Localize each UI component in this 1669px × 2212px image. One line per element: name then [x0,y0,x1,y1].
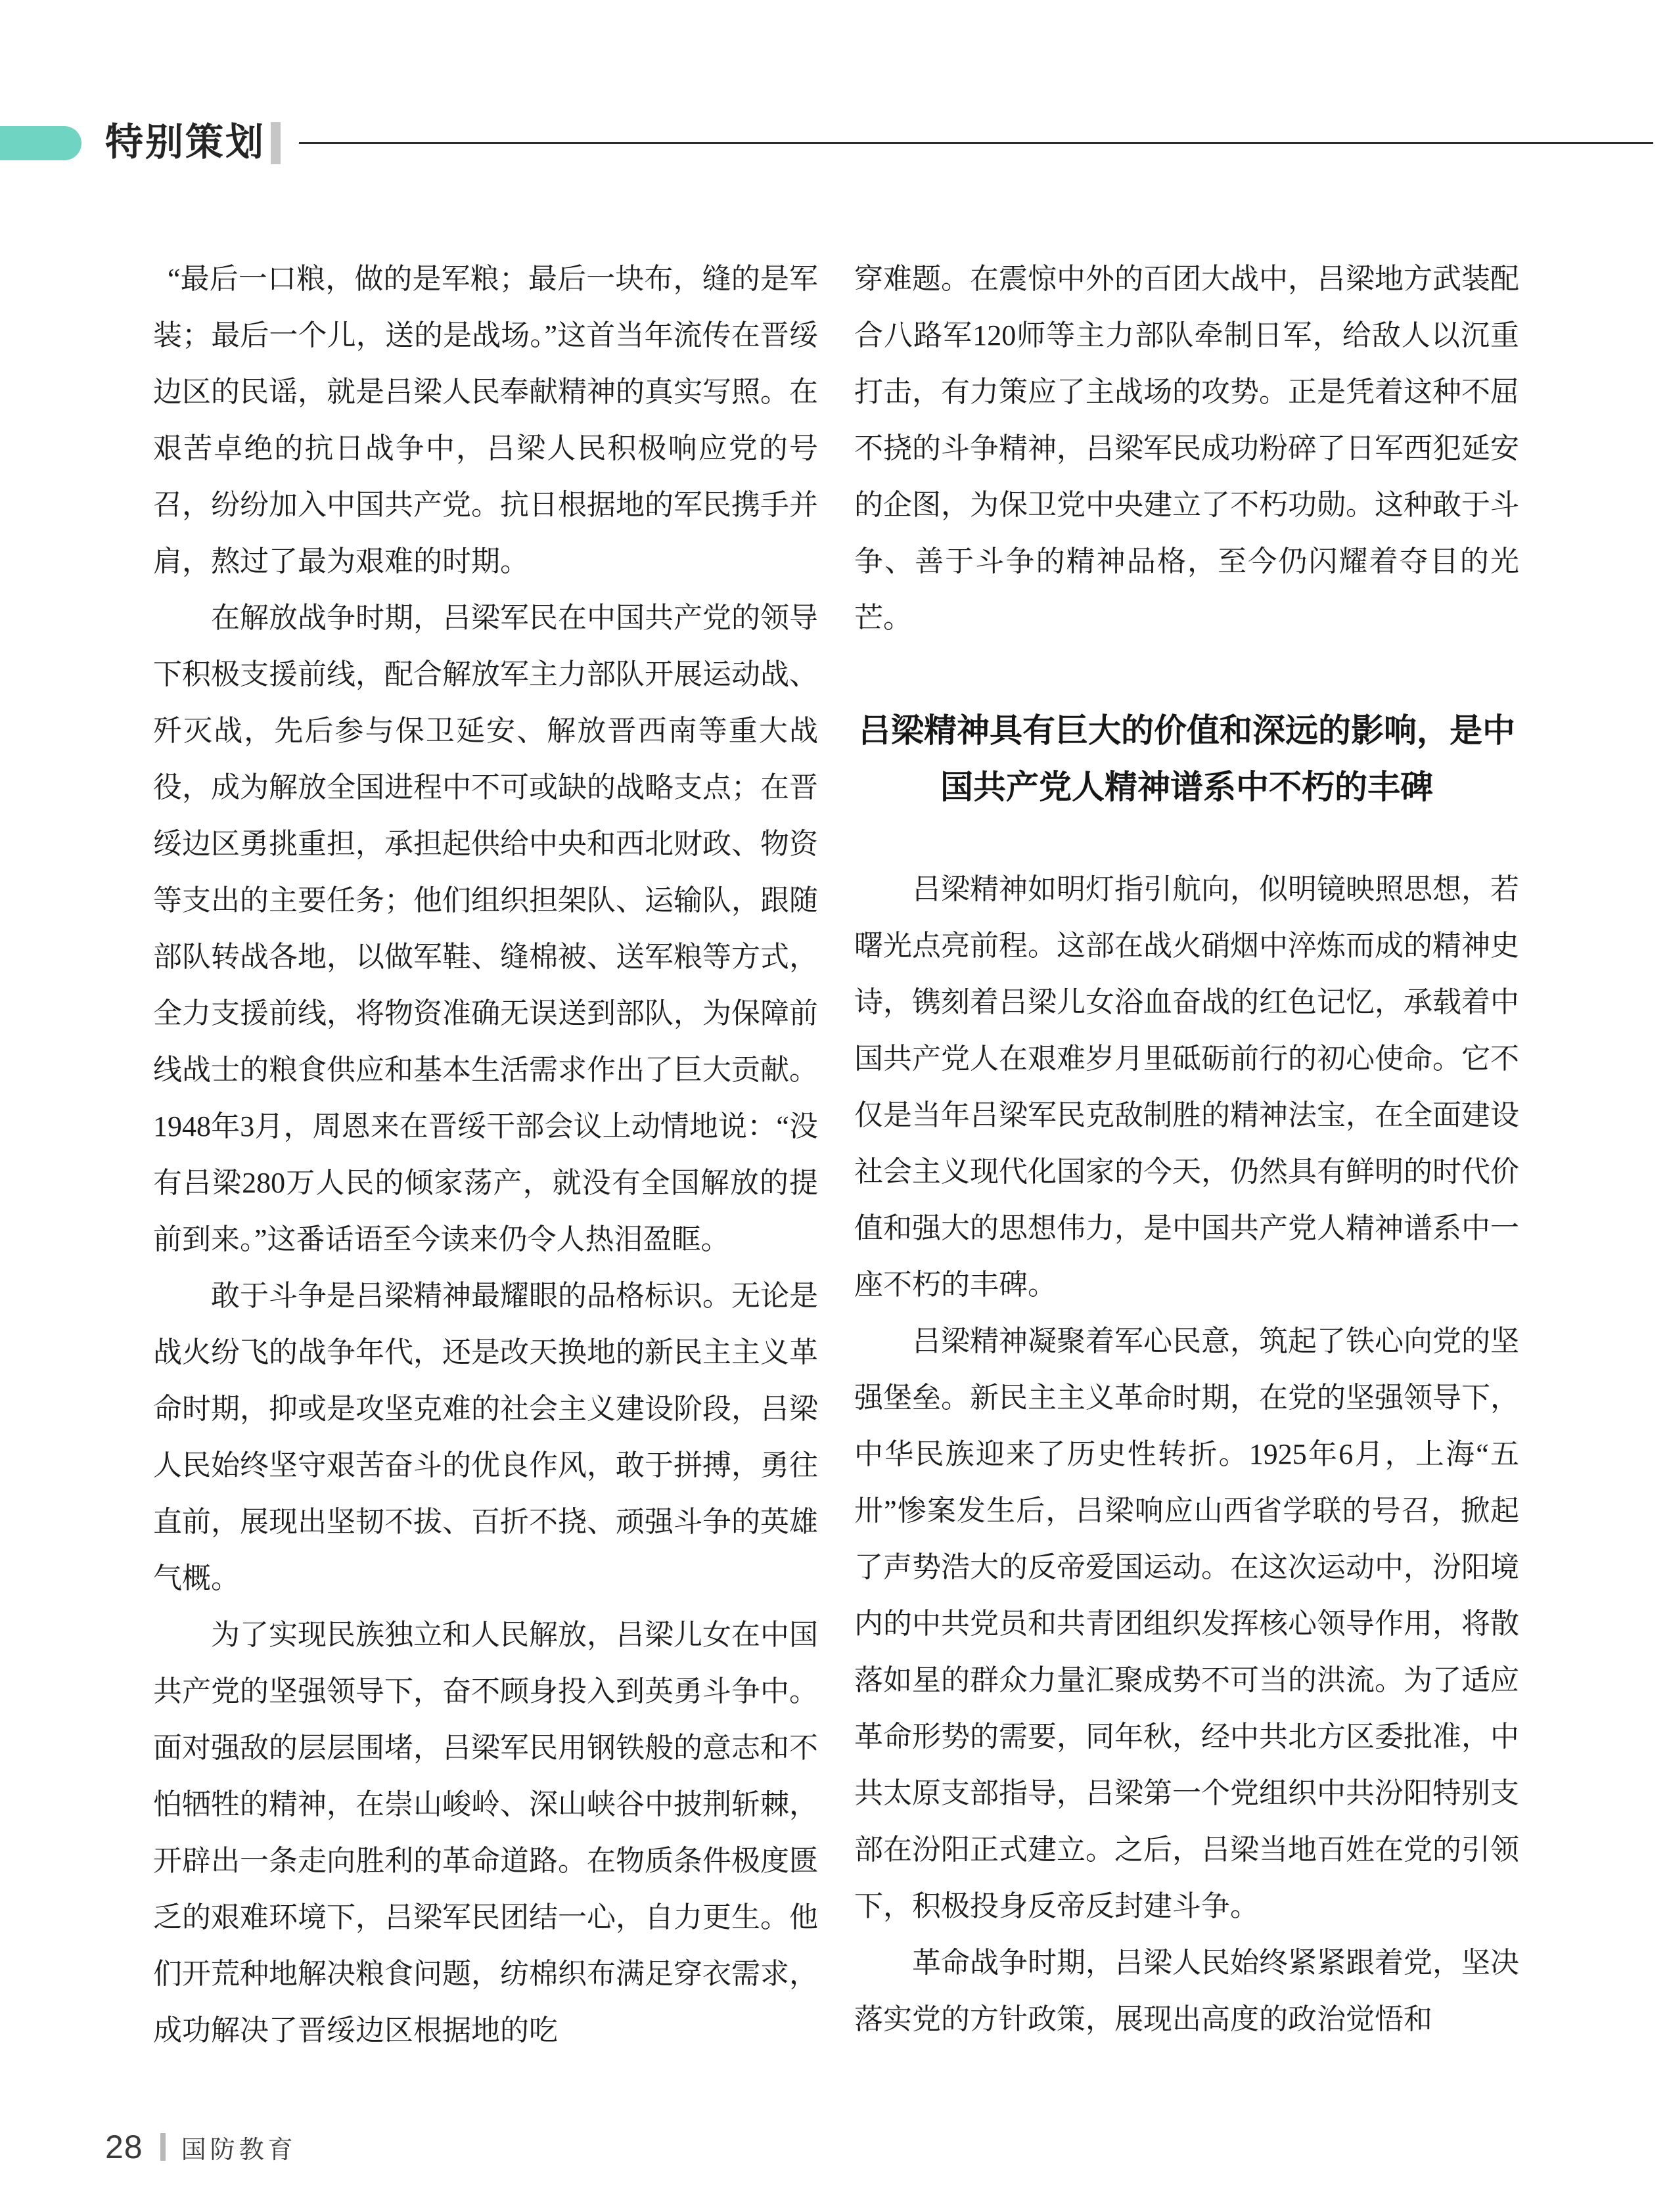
footer-divider-bar [160,2133,166,2161]
page-number: 28 [105,2129,143,2165]
section-heading: 吕梁精神具有巨大的价值和深远的影响，是中国共产党人精神谱系中不朽的丰碑 [858,712,1515,805]
body-paragraph: 在解放战争时期，吕梁军民在中国共产党的领导下积极支援前线，配合解放军主力部队开展运动战、歼灭战，先后参与保卫延安、解放晋西南等重大战役，成为解放全国进程中不可或缺的战略支点；在晋绥边区勇挑重担，承担起供给中央和西北财政、物资等支出的主要任务；他们组织担架队、运输队，跟随部队转战各地，以做军鞋、缝棉被、送军粮等方式，全力支援前线，将物资准确无误送到部队，为保障前线战士的粮食供应和基本生活需求作出了巨大贡献。1948年3月，周恩来在晋绥干部会议上动情地说：“没有吕梁280万人民的倾家荡产，就没有全国解放的提前到来。”这番话语至今读来仍令人热泪盈眶。 [153,602,818,1255]
left-column [153,251,818,2059]
body-paragraph: 为了实现民族独立和人民解放，吕梁儿女在中国共产党的坚强领导下，奋不顾身投入到英勇斗争中。面对强敌的层层围堵，吕梁军民用钢铁般的意志和不怕牺牲的精神，在崇山峻岭、深山峡谷中披荆斩棘，开辟出一条走向胜利的革命道路。在物质条件极度匮乏的艰难环境下，吕梁军民团结一心，自力更生。他们开荒种地解决粮食问题，纺棉织布满足穿衣需求，成功解决了晋绥边区根据地的吃 [153,1619,818,2046]
right-column [854,251,1519,2048]
page-footer [105,2126,297,2168]
body-paragraph: 敢于斗争是吕梁精神最耀眼的品格标识。无论是战火纷飞的战争年代，还是改天换地的新民主主义革命时期，抑或是攻坚克难的社会主义建设阶段，吕梁人民始终坚守艰苦奋斗的优良作风，敢于拼搏，勇往直前，展现出坚韧不拔、百折不挠、顽强斗争的英雄气概。 [153,1280,818,1594]
body-paragraph: 革命战争时期，吕梁人民始终紧紧跟着党，坚决落实党的方针政策，展现出高度的政治觉悟和 [854,1947,1519,2035]
header-divider-bar [271,122,281,164]
body-paragraph: 穿难题。在震惊中外的百团大战中，吕梁地方武装配合八路军120师等主力部队牵制日军，给敌人以沉重打击，有力策应了主战场的攻势。正是凭着这种不屈不挠的斗争精神，吕梁军民成功粉碎了日军西犯延安的企图，为保卫党中央建立了不朽功勋。这种敢于斗争、善于斗争的精神品格，至今仍闪耀着夺目的光芒。 [854,263,1519,634]
header-rule [299,142,1653,144]
body-paragraph: 吕梁精神如明灯指引航向，似明镜映照思想，若曙光点亮前程。这部在战火硝烟中淬炼而成的精神史诗，镌刻着吕梁儿女浴血奋战的红色记忆，承载着中国共产党人在艰难岁月里砥砺前行的初心使命。它不仅是当年吕梁军民克敌制胜的精神法宝，在全面建设社会主义现代化国家的今天，仍然具有鲜明的时代价值和强大的思想伟力，是中国共产党人精神谱系中一座不朽的丰碑。 [854,873,1519,1301]
header-accent-pill [0,126,81,160]
section-title: 特别策划 [105,121,266,164]
body-paragraph: 吕梁精神凝聚着军心民意，筑起了铁心向党的坚强堡垒。新民主主义革命时期，在党的坚强领导下，中华民族迎来了历史性转折。1925年6月，上海“五卅”惨案发生后，吕梁响应山西省学联的号召，掀起了声势浩大的反帝爱国运动。在这次运动中，汾阳境内的中共党员和共青团组织发挥核心领导作用，将散落如星的群众力量汇聚成势不可当的洪流。为了适应革命形势的需要，同年秋，经中共北方区委批准，中共太原支部指导，吕梁第一个党组织中共汾阳特别支部在汾阳正式建立。之后，吕梁当地百姓在党的引领下，积极投身反帝反封建斗争。 [854,1325,1519,1922]
journal-title: 国防教育 [181,2136,297,2164]
body-paragraph: “最后一口粮，做的是军粮；最后一块布，缝的是军装；最后一个儿，送的是战场。”这首当年流传在晋绥边区的民谣，就是吕梁人民奉献精神的真实写照。在艰苦卓绝的抗日战争中，吕梁人民积极响应党的号召，纷纷加入中国共产党。抗日根据地的军民携手并肩，熬过了最为艰难的时期。 [153,263,818,577]
